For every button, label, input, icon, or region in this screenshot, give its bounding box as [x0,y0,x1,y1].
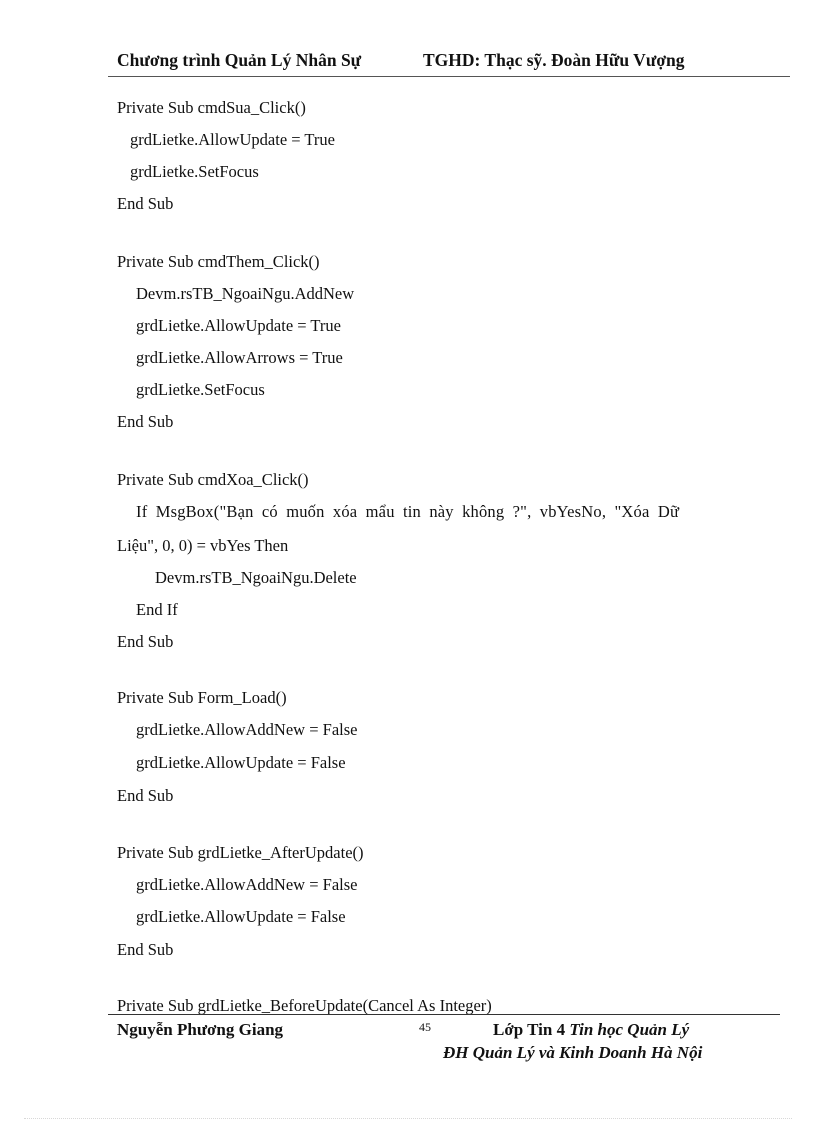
code-line: Private Sub grdLietke_BeforeUpdate(Cancel As Integer) [117,996,492,1015]
code-line: Private Sub grdLietke_AfterUpdate() [117,843,364,862]
code-line: Private Sub cmdThem_Click() [117,252,320,271]
class-label: Lớp Tin 4 [493,1020,566,1039]
code-line: grdLietke.AllowAddNew = False [136,875,358,894]
code-line: grdLietke.AllowUpdate = True [130,130,335,149]
code-line: Private Sub Form_Load() [117,688,287,707]
footer-divider [108,1014,780,1015]
code-line: End If [136,600,178,619]
advisor-label: TGHD: Thạc sỹ. Đoàn Hữu Vượng [423,50,685,70]
page-header [117,50,685,71]
code-line: End Sub [117,786,174,805]
code-line: Devm.rsTB_NgoaiNgu.AddNew [136,284,355,303]
code-line: grdLietke.AllowArrows = True [136,348,343,367]
class-subject: Tin học Quản Lý [569,1020,690,1039]
class-info [493,1020,689,1040]
code-line: Liệu", 0, 0) = vbYes Then [117,536,289,555]
code-line: End Sub [117,412,174,431]
code-line: End Sub [117,940,174,959]
header-divider [108,76,790,77]
code-line: grdLietke.SetFocus [130,162,259,181]
code-line: End Sub [117,194,174,213]
page-number: 45 [419,1020,431,1034]
code-line: grdLietke.AllowUpdate = True [136,316,341,335]
author-name: Nguyễn Phương Giang [117,1020,284,1039]
program-title: Chương trình Quản Lý Nhân Sự [117,50,362,70]
code-line: End Sub [117,632,174,651]
code-line: grdLietke.AllowUpdate = False [136,907,346,926]
code-line: grdLietke.AllowAddNew = False [136,720,358,739]
page-bottom-divider [24,1118,792,1119]
code-line: Devm.rsTB_NgoaiNgu.Delete [155,568,357,587]
code-line: Private Sub cmdSua_Click() [117,98,306,117]
code-line: If MsgBox("Bạn có muốn xóa mẩu tin này không ?", vbYesNo, "Xóa Dữ [136,502,680,521]
university-name: ĐH Quản Lý và Kinh Doanh Hà Nội [443,1043,703,1062]
code-line: grdLietke.SetFocus [136,380,265,399]
code-line: grdLietke.AllowUpdate = False [136,753,346,772]
code-line: Private Sub cmdXoa_Click() [117,470,309,489]
